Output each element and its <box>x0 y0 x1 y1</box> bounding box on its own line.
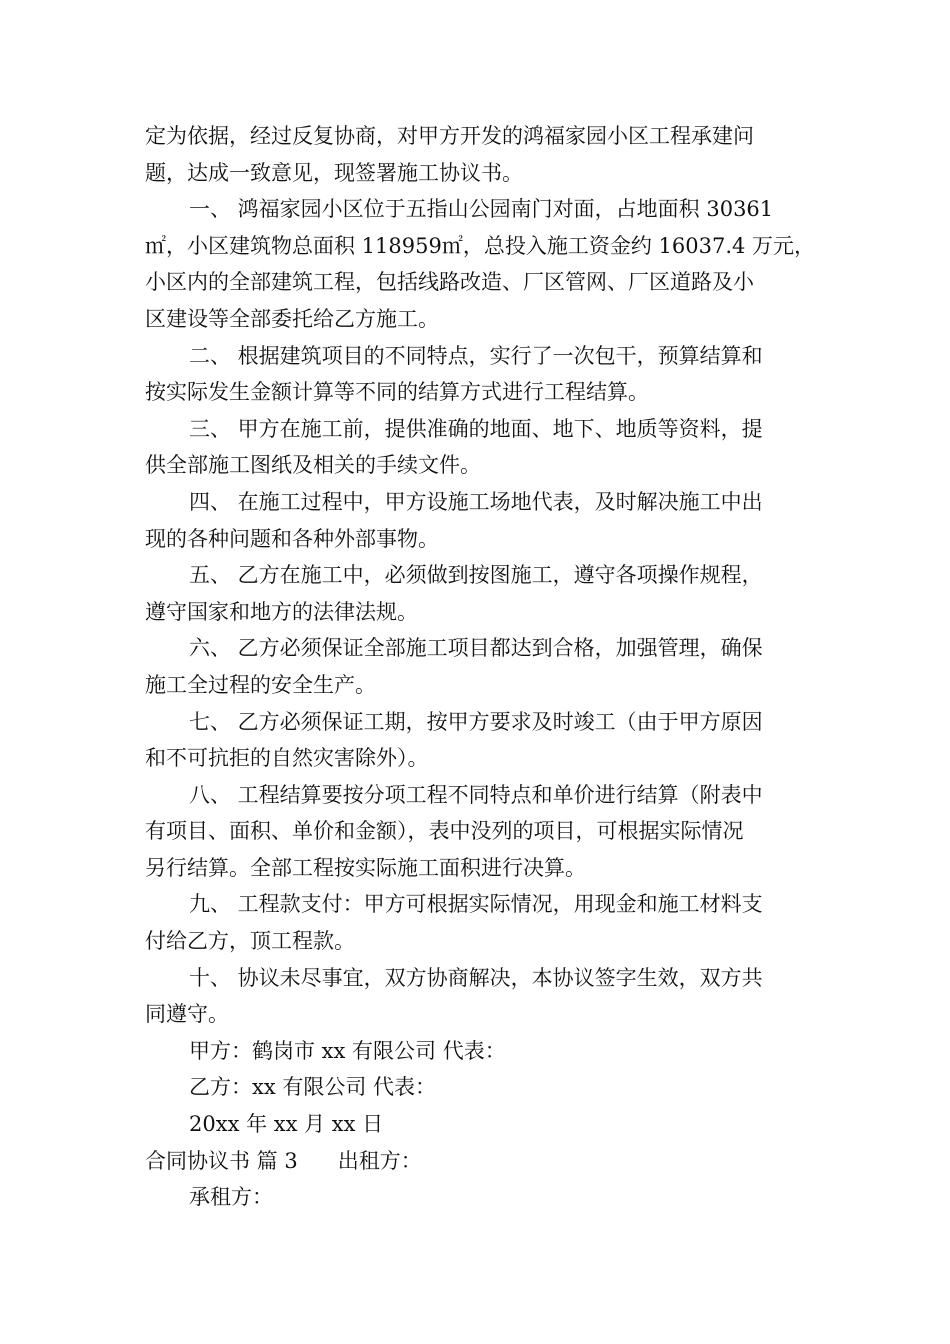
text-line: ㎡，小区建筑物总面积 118959㎡，总投入施工资金约 16037.4 万元， <box>145 233 816 258</box>
document-body <box>145 118 816 1143</box>
text-line: 五、 乙方在施工中，必须做到按图施工，遵守各项操作规程， <box>189 563 763 588</box>
text-line: 甲方：鹤岗市 xx 有限公司 代表： <box>189 1038 506 1063</box>
text-line: 六、 乙方必须保证全部施工项目都达到合格，加强管理，确保 <box>189 636 763 661</box>
text-line: 和不可抗拒的自然灾害除外）。 <box>145 746 429 771</box>
text-line: 另行结算。全部工程按实际施工面积进行决算。 <box>145 855 586 880</box>
text-line: 按实际发生金额计算等不同的结算方式进行工程结算。 <box>145 380 649 405</box>
section-heading-line <box>145 1143 810 1180</box>
text-line: 施工全过程的安全生产。 <box>145 672 376 697</box>
text-line: 付给乙方，顶工程款。 <box>145 929 355 954</box>
text-line: 小区内的全部建筑工程，包括线路改造、厂区管网、厂区道路及小 <box>145 270 754 295</box>
text-line: 20xx 年 xx 月 xx 日 <box>189 1112 384 1137</box>
text-line: 区建设等全部委托给乙方施工。 <box>145 306 439 331</box>
text-line: 四、 在施工过程中，甲方设施工场地代表，及时解决施工中出 <box>189 489 763 514</box>
text-line: 定为依据，经过反复协商，对甲方开发的鸿福家园小区工程承建问 <box>145 124 754 148</box>
text-line: 遵守国家和地方的法律法规。 <box>145 599 418 624</box>
text-line: 一、 鸿福家园小区位于五指山公园南门对面，占地面积 30361 <box>189 197 774 222</box>
text-line: 二、 根据建筑项目的不同特点，实行了一次包干，预算结算和 <box>189 343 763 368</box>
text-line: 有项目、面积、单价和金额），表中没列的项目，可根据实际情况 <box>145 819 744 844</box>
text-line: 乙方：xx 有限公司 代表： <box>189 1075 437 1100</box>
section-heading: 合同协议书 篇 3 <box>145 1148 298 1173</box>
text-line: 七、 乙方必须保证工期，按甲方要求及时竣工（由于甲方原因 <box>189 709 763 734</box>
lessor-label: 出租方： <box>337 1148 422 1173</box>
text-line: 九、 工程款支付：甲方可根据实际情况，用现金和施工材料支 <box>189 892 763 917</box>
text-line: 三、 甲方在施工前，提供准确的地面、地下、地质等资料，提 <box>189 416 763 441</box>
lessee-label: 承租方： <box>189 1185 273 1210</box>
text-line: 十、 协议未尽事宜，双方协商解决，本协议签字生效，双方共 <box>189 965 763 990</box>
text-line: 供全部施工图纸及相关的手续文件。 <box>145 453 481 478</box>
document-page <box>145 118 816 1216</box>
text-line: 八、 工程结算要按分项工程不同特点和单价进行结算（附表中 <box>189 782 763 807</box>
text-line: 题，达成一致意见，现签署施工协议书。 <box>145 160 523 185</box>
text-line: 同遵守。 <box>145 1002 229 1027</box>
text-line: 现的各种问题和各种外部事物。 <box>145 526 439 551</box>
